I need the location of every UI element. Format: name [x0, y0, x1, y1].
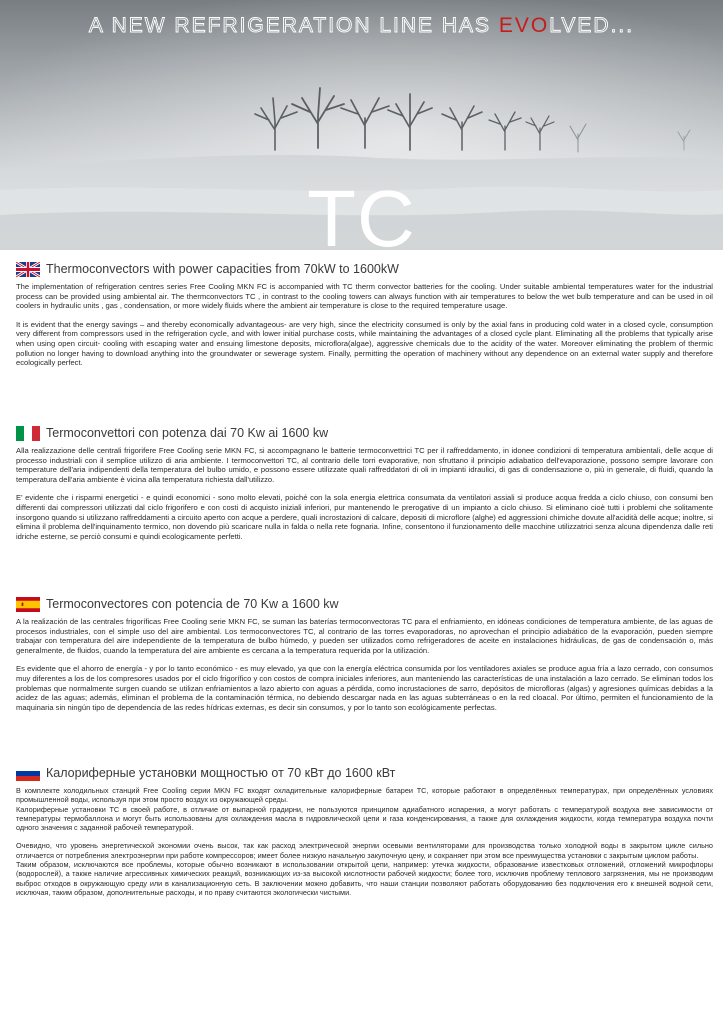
- section-english: [16, 260, 713, 368]
- section-title-spanish: Termoconvectores con potencia de 70 Kw a 1600 kw: [46, 597, 339, 611]
- russia-flag-icon: [16, 766, 40, 781]
- section-italian: [16, 424, 713, 541]
- hero-banner: [0, 0, 723, 250]
- paragraph-russian-2: Очевидно, что уровень энергетической экономии очень высок, так как расход электрической энергии осевыми вентиляторами для производства только холодной воды в закрытом цикле сильно отличается от потребления электроэнергии при работе компрессоров; имеет более низкую начальную закупочную цену, и сохраняет при этом все преимущества установки с закрытым циклом работы. Таким образом, исключаются все проблемы, которые обычно возникают в использовании открытой цепи, например: утечка жидкости, образование известковых отложений, отложений микрофлоры (водорослей), а также наличие агрессивных химических реакций, возникающих из-за высокой кислотности рабочей жидкости; более того, исключив проблему теплового загрязнения, мы не производим выброс отходов в окружающую среду или в канализационную сеть. В заключении можно добавить, что наши станции позволяют работать оборудованию без подключения его к внешней водной сети, исключая, таким образом, дополнительные расходы, и по праву считаются экологически чистыми.: [16, 841, 713, 897]
- paragraph-english-2: It is evident that the energy savings – and thereby economically advantageous- are very high, since the electricity consumed is only by the axial fans in producing cold water in a closed cycle, consumption very different from compressors used in the refrigeration cycle, and with lower initial purchase costs, while maintaining the advantages of a closed cycle plant. Eliminating all the problems that typically arise when using open circuit- cooling with escaping water and ensuing limestone deposits, microflora(algae), aggressive chemicals due to the acidity of the water. Moreover eliminating the problem of thermic pollution no longer having to download anything into the groundwater or sewerage system. Finally, permitting the operation of machinery without any dependence on an external water supply and therefore ecologically perfect.: [16, 319, 713, 368]
- hero-headline: A NEW REFRIGERATION LINE HAS EVOLVED...: [88, 14, 635, 37]
- paragraph-italian-1: Alla realizzazione delle centrali frigorifere Free Cooling serie MKN FC, si accompagnano le batterie termoconvettrici TC per il raffreddamento, in idonee condizioni di temperatura ambientali, delle acque di processo industriali con il semplice utilizzo di aria ambiente. I termoconvettori TC, al contrario delle torri evaporative, non sfruttano il principio adiabatico dell'evaporazione, possono sempre lavorare con temperature dell'aria indipendenti della temperatura del bulbo umido, e possono essere utilizzate quali raffreddatori di oli in impianti idraulici, di gas di condensazione o, più in generale, di fluidi, quando la temperatura dell'aria ambiente è vicina alla temperatura richiesta dall'utilizzo.: [16, 446, 713, 484]
- paragraph-italian-2: E' evidente che i risparmi energetici - e quindi economici - sono molto elevati, poiché con la sola energia elettrica consumata da ventilatori assiali si produce acqua fredda a ciclo chiuso, con consumi ben differenti dai compressori utilizzati dal ciclo frigorifero e con costi di acquisto iniziali inferiori, pur mantenendo le prerogative di un impianto a ciclo chiuso. Si eliminano cioè tutti i problemi che solitamente insorgono quando si utilizzano raffreddamenti a circuito aperto con acque a perdere, quali incrostazioni di calcare, depositi di microflore (alghe) ed aggressioni chimiche dovute all'acidità delle acque; inoltre, si elimina il problema dell'inquinamento termico, non dovendo più scaricare nulla in falda o nella rete fognaria. Infine, consentono il funzionamento delle macchine utilizzatrici senza alcuna dipendenza dalle reti idriche esterne, se perciò consumi e quindi ecologicamente perfetti.: [16, 493, 713, 541]
- paragraph-spanish-2: Es evidente que el ahorro de energía - y por lo tanto económico - es muy elevado, ya que con la energía eléctrica consumida por los ventiladores axiales se produce agua fría a lazo cerrado, con consumos muy diferentes a los de los compresores usados por el ciclo frigorífico y con costos de compra iniciales inferiores, aun manteniendo las características de una instalación a lazo cerrado. Se eliminan todos los problemas que normalmente surgen cuando se utilizan enfriamientos a lazo abierto con aguas a pérdida, como incrustaciones de sarro, depósitos de microfloras (algas) y agresiones químicas debidas a la acidez de las aguas; además, eliminan el problema de la contaminación térmica, no debiendo descargar nada en las aguas subterráneas o en la red cloacal. Por último, permiten el funcionamiento de la maquinaria sin ningún tipo de dependencia de las redes hídricas externas, es decir sin consumos, y por lo tanto son ecológicamente perfectas.: [16, 664, 713, 712]
- section-title-italian: Termoconvettori con potenza dai 70 Kw ai 1600 kw: [46, 426, 329, 440]
- paragraph-russian-1: В комплекте холодильных станций Free Cooling серии MKN FC входят охладительные калориферные батареи ТС, которые работают в определённых температурах, при определённых условиях промышленной воды, используя при этом просто воздух из окружающей среды. Калориферные установки ТС в своей работе, в отличие от выпарной градирни, не пользуются принципом адиабатного испарения, а могут работать с температурой воздуха вне зависимости от температуры термобаллона и могут быть использованы для охлаждения масла в гидровлической цепи и газа конденсирования, а также для охлаждения жидкости, когда температура воздуха почти одного значения с заданной рабочей температурой.: [16, 786, 713, 833]
- uk-flag-icon: [16, 262, 40, 277]
- section-spanish: [16, 595, 713, 712]
- paragraph-english-1: The implementation of refrigeration centres series Free Cooling MKN FC is accompanied with TC therm convector batteries for the cooling. Under suitable ambiental temperatures water for the industrial process can be provided using ambiental air. The thermconvectors TC , in contrast to the cooling towers can always function with air temperatures to below the wet bulb temperature and can be used in oil coolers in hydraulic units , gas , condensation, or more widely fluids where the ambient air temperature is close to the required temperature usage.: [16, 282, 713, 311]
- section-title-english: Thermoconvectors with power capacities from 70kW to 1600kW: [46, 262, 399, 276]
- evo-highlight: EVO: [498, 14, 550, 37]
- section-title-russian: Калориферные установки мощностью от 70 кВт до 1600 кВт: [46, 766, 396, 780]
- italy-flag-icon: [16, 426, 40, 441]
- spain-flag-icon: [16, 597, 40, 612]
- paragraph-spanish-1: A la realización de las centrales frigoríficas Free Cooling serie MKN FC, se suman las baterías termoconvectoras TC para el enfriamiento, en idóneas condiciones de temperatura ambiente, de las aguas de procesos industriales, con el simple uso del aire ambiental. Los termoconvectores TC, al contrario de las torres evaporadoras, no aprovechan el principio adiabático de la evaporación, pueden siempre trabajar con temperatura del aire independiente de la temperatura de bulbo húmedo, y pueden ser utilizados como refrigeradores de aceite en instalaciones hidráulicas, de gas de condensación o, más generalmente, de fluidos, cuando la temperatura del aire ambiente es cercana a la temperatura requerida por la utilización.: [16, 617, 713, 655]
- section-russian: [16, 764, 713, 897]
- hero-big-title: TC: [307, 174, 416, 250]
